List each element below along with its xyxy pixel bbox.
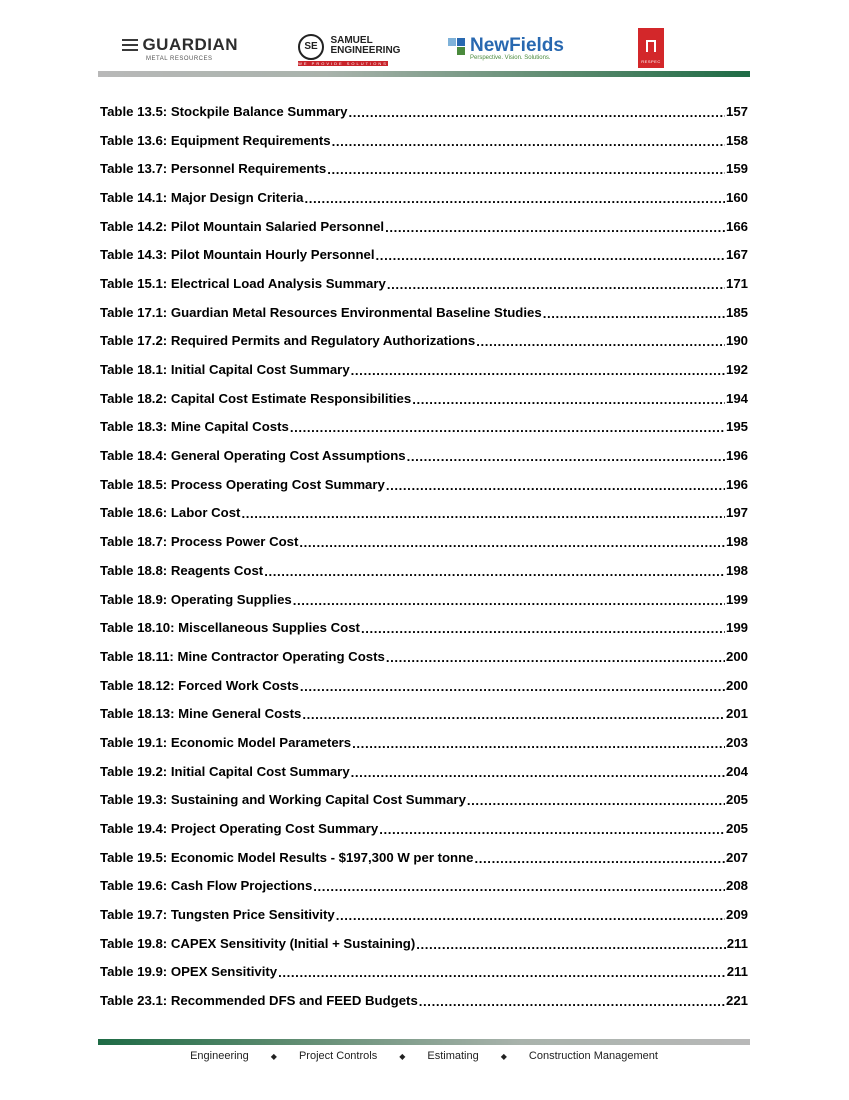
toc-entry[interactable]: [100, 986, 748, 1015]
toc-leader-dots: [305, 191, 725, 206]
toc-entry[interactable]: [100, 958, 748, 987]
toc-entry-title: Table 14.2: Pilot Mountain Salaried Personnel: [100, 218, 385, 234]
toc-entry[interactable]: [100, 699, 748, 728]
diamond-separator-icon: ◆: [399, 1051, 406, 1061]
toc-leader-dots: [352, 736, 725, 751]
toc-entry[interactable]: [100, 728, 748, 757]
toc-entry-title: Table 15.1: Electrical Load Analysis Summary: [100, 275, 386, 291]
toc-entry-title: Table 14.3: Pilot Mountain Hourly Personnel: [100, 247, 375, 263]
toc-leader-dots: [376, 248, 725, 263]
toc-entry-title: Table 19.7: Tungsten Price Sensitivity: [100, 907, 335, 923]
toc-entry-page: 205: [725, 792, 748, 808]
toc-entry-title: Table 18.10: Miscellaneous Supplies Cost: [100, 620, 360, 636]
toc-entry-page: 171: [725, 275, 748, 291]
newfields-logo: [448, 36, 564, 61]
toc-entry[interactable]: [100, 97, 748, 126]
toc-entry-page: 160: [725, 189, 748, 205]
newfields-square-icon: [457, 38, 465, 46]
toc-entry-title: Table 19.8: CAPEX Sensitivity (Initial + Sustaining): [100, 935, 416, 951]
toc-entry[interactable]: [100, 154, 748, 183]
toc-entry-page: 204: [725, 763, 748, 779]
se-badge-icon: SE: [298, 34, 324, 60]
toc-entry[interactable]: [100, 126, 748, 155]
toc-entry-title: Table 19.5: Economic Model Results - $197,300 W per tonne: [100, 849, 474, 865]
toc-entry-title: Table 19.9: OPEX Sensitivity: [100, 964, 278, 980]
toc-leader-dots: [278, 965, 726, 980]
toc-entry-title: Table 19.6: Cash Flow Projections: [100, 878, 313, 894]
toc-entry-page: 196: [725, 448, 748, 464]
toc-entry-title: Table 13.7: Personnel Requirements: [100, 161, 327, 177]
toc-entry-page: 185: [725, 304, 748, 320]
toc-entry[interactable]: [100, 872, 748, 901]
toc-entry-page: 166: [725, 218, 748, 234]
toc-entry-page: 198: [725, 562, 748, 578]
toc-entry[interactable]: [100, 613, 748, 642]
toc-leader-dots: [332, 134, 725, 149]
toc-leader-dots: [241, 506, 725, 521]
newfields-square-icon: [457, 47, 465, 55]
toc-entry[interactable]: [100, 470, 748, 499]
guardian-logo: [122, 36, 238, 62]
newfields-square-icon: [448, 38, 456, 46]
toc-entry[interactable]: [100, 355, 748, 384]
toc-entry-title: Table 17.2: Required Permits and Regulatory Authorizations: [100, 333, 476, 349]
footer-item: Engineering: [190, 1050, 249, 1062]
toc-entry[interactable]: [100, 585, 748, 614]
toc-leader-dots: [475, 851, 725, 866]
toc-leader-dots: [379, 822, 725, 837]
toc-entry-title: Table 18.8: Reagents Cost: [100, 562, 264, 578]
toc-entry-page: 167: [725, 247, 748, 263]
toc-entry-title: Table 18.6: Labor Cost: [100, 505, 241, 521]
diamond-separator-icon: ◆: [500, 1051, 507, 1061]
toc-entry-title: Table 18.12: Forced Work Costs: [100, 677, 299, 693]
toc-entry[interactable]: [100, 384, 748, 413]
toc-entry[interactable]: [100, 441, 748, 470]
toc-leader-dots: [543, 306, 725, 321]
toc-leader-dots: [327, 162, 725, 177]
toc-entry[interactable]: [100, 327, 748, 356]
toc-leader-dots: [313, 879, 725, 894]
toc-leader-dots: [385, 220, 725, 235]
toc-entry-page: 157: [725, 103, 748, 119]
table-of-contents: [100, 97, 748, 1015]
toc-leader-dots: [293, 593, 725, 608]
toc-leader-dots: [361, 621, 725, 636]
toc-entry[interactable]: [100, 212, 748, 241]
toc-entry-page: 208: [725, 878, 748, 894]
toc-entry-title: Table 18.3: Mine Capital Costs: [100, 419, 289, 435]
toc-entry-page: 195: [725, 419, 748, 435]
toc-entry-page: 196: [725, 476, 748, 492]
toc-entry[interactable]: [100, 269, 748, 298]
toc-leader-dots: [386, 478, 725, 493]
guardian-mark-icon: [122, 39, 138, 54]
header-rule: [98, 71, 750, 77]
respec-mark-icon: [646, 40, 656, 52]
toc-entry[interactable]: [100, 556, 748, 585]
toc-leader-dots: [476, 334, 725, 349]
toc-entry-page: 201: [725, 706, 748, 722]
toc-leader-dots: [299, 535, 725, 550]
toc-entry[interactable]: [100, 814, 748, 843]
toc-entry-page: 199: [725, 591, 748, 607]
toc-entry-page: 205: [725, 821, 748, 837]
toc-leader-dots: [300, 679, 725, 694]
toc-entry-page: 198: [725, 534, 748, 550]
toc-entry-title: Table 19.2: Initial Capital Cost Summary: [100, 763, 350, 779]
guardian-wordmark: GUARDIAN: [142, 35, 239, 54]
toc-entry[interactable]: [100, 786, 748, 815]
toc-entry[interactable]: [100, 413, 748, 442]
toc-leader-dots: [351, 363, 725, 378]
samuel-engineering-wordmark: [330, 35, 401, 56]
toc-leader-dots: [467, 793, 725, 808]
toc-leader-dots: [412, 392, 725, 407]
toc-leader-dots: [416, 937, 725, 952]
toc-entry-title: Table 18.11: Mine Contractor Operating Costs: [100, 648, 385, 664]
toc-entry[interactable]: [100, 527, 748, 556]
toc-leader-dots: [290, 420, 725, 435]
footer-item: Project Controls: [298, 1050, 378, 1062]
toc-entry-page: 200: [725, 677, 748, 693]
guardian-subtitle: METAL RESOURCES: [146, 56, 213, 62]
toc-entry[interactable]: [100, 843, 748, 872]
page-footer: [98, 1047, 750, 1065]
toc-entry-page: 221: [725, 993, 748, 1009]
toc-leader-dots: [302, 707, 725, 722]
footer-item: Construction Management: [528, 1050, 658, 1062]
toc-entry-title: Table 19.4: Project Operating Cost Summary: [100, 821, 379, 837]
toc-entry-page: 159: [725, 161, 748, 177]
samuel-engineering-logo: [298, 34, 401, 66]
toc-entry[interactable]: [100, 499, 748, 528]
samuel-engineering-name: SAMUEL ENGINEERING: [330, 35, 401, 56]
toc-entry-page: 209: [725, 907, 748, 923]
toc-entry[interactable]: [100, 240, 748, 269]
toc-entry-title: Table 18.9: Operating Supplies: [100, 591, 292, 607]
toc-entry-title: Table 13.5: Stockpile Balance Summary: [100, 103, 348, 119]
toc-entry-page: 207: [725, 849, 748, 865]
toc-entry-page: 211: [726, 935, 748, 951]
toc-leader-dots: [349, 105, 725, 120]
toc-entry[interactable]: [100, 298, 748, 327]
toc-leader-dots: [386, 650, 725, 665]
toc-leader-dots: [407, 449, 725, 464]
toc-entry[interactable]: [100, 671, 748, 700]
toc-entry[interactable]: [100, 929, 748, 958]
toc-leader-dots: [351, 765, 725, 780]
toc-leader-dots: [419, 994, 725, 1009]
toc-entry-page: 211: [726, 964, 748, 980]
footer-rule: [98, 1039, 750, 1045]
toc-entry-page: 203: [725, 734, 748, 750]
samuel-tagline: WE PROVIDE SOLUTIONS: [298, 61, 388, 66]
respec-wordmark: RESPEC: [641, 59, 661, 64]
toc-entry-page: 194: [725, 390, 748, 406]
toc-leader-dots: [387, 277, 725, 292]
diamond-separator-icon: ◆: [270, 1051, 277, 1061]
toc-entry[interactable]: [100, 183, 748, 212]
toc-entry[interactable]: [100, 757, 748, 786]
toc-entry-title: Table 14.1: Major Design Criteria: [100, 189, 304, 205]
toc-entry-page: 199: [725, 620, 748, 636]
toc-entry-title: Table 19.3: Sustaining and Working Capital Cost Summary: [100, 792, 466, 808]
toc-entry-page: 197: [725, 505, 748, 521]
toc-entry-title: Table 18.2: Capital Cost Estimate Responsibilities: [100, 390, 412, 406]
toc-entry-title: Table 23.1: Recommended DFS and FEED Budgets: [100, 993, 418, 1009]
toc-entry-title: Table 18.1: Initial Capital Cost Summary: [100, 362, 350, 378]
toc-entry-title: Table 13.6: Equipment Requirements: [100, 132, 331, 148]
toc-entry-page: 158: [725, 132, 748, 148]
toc-entry-page: 192: [725, 362, 748, 378]
toc-leader-dots: [336, 908, 725, 923]
newfields-wordmark: NewFields: [470, 35, 564, 56]
toc-entry[interactable]: [100, 900, 748, 929]
toc-entry-title: Table 17.1: Guardian Metal Resources Environmental Baseline Studies: [100, 304, 542, 320]
toc-entry[interactable]: [100, 642, 748, 671]
toc-entry-page: 200: [725, 648, 748, 664]
toc-entry-title: Table 18.13: Mine General Costs: [100, 706, 302, 722]
toc-entry-title: Table 18.7: Process Power Cost: [100, 534, 299, 550]
footer-item: Estimating: [427, 1050, 479, 1062]
toc-entry-title: Table 18.4: General Operating Cost Assumptions: [100, 448, 406, 464]
toc-entry-title: Table 18.5: Process Operating Cost Summary: [100, 476, 385, 492]
toc-leader-dots: [264, 564, 725, 579]
toc-entry-page: 190: [725, 333, 748, 349]
toc-entry-title: Table 19.1: Economic Model Parameters: [100, 734, 352, 750]
newfields-subtitle: Perspective. Vision. Solutions.: [470, 55, 551, 61]
respec-logo: [638, 28, 664, 68]
